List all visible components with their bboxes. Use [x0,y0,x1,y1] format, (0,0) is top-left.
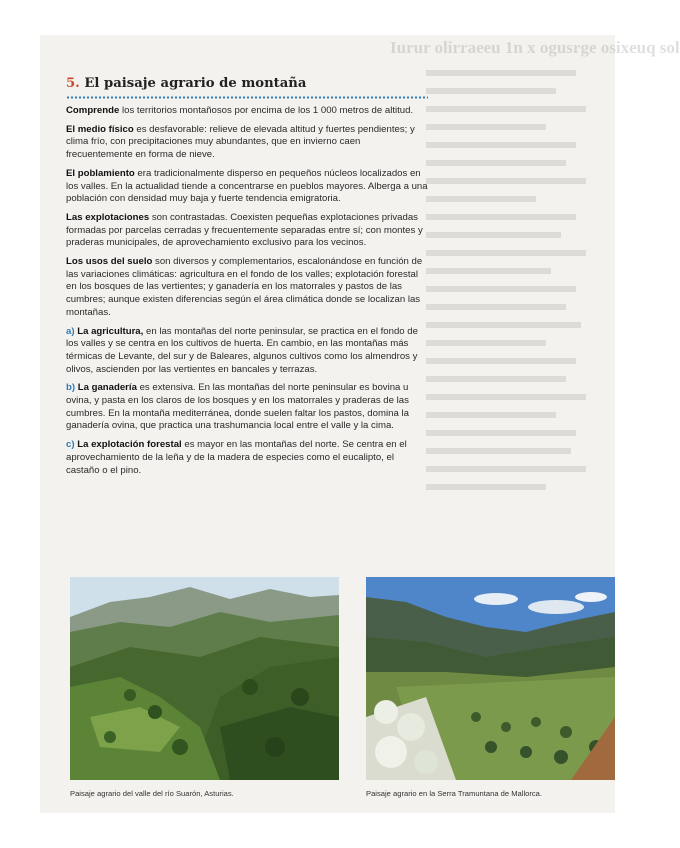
heading-dotted-rule [66,96,428,99]
paragraph-lead: Comprende [66,105,120,116]
paragraph-lead: Los usos del suelo [66,256,153,268]
paragraph-c [66,439,428,477]
item-label: b) [66,382,76,394]
paragraph-text: es extensiva. En las montañas del norte peninsular es bovina u ovina, y pasta en los claros de los bosques y en los matorrales y praderas de las cumbres. En la montaña mediterránea, donde suelen faltar los pastos, domina la ganadería ovina, que practica una trashumancia local entre el valle y la cima. [66,382,409,432]
paragraph-text: son contrastadas. Coexisten pequeñas explotaciones privadas formadas por parcelas cerradas y frecuentemente separadas entre sí; con montes y praderas municipales, de aprovechamiento exclusivo para los vecinos. [66,211,423,249]
item-label: c) [66,439,75,451]
paragraph-text: es desfavorable: relieve de elevada altitud y fuertes pendientes; y clima frío, con precipitaciones muy abundantes, que en invierno caen frecuentemente en forma de nieve. [66,123,415,161]
paragraph-lead: La explotación forestal [77,439,182,451]
paragraph [66,168,428,206]
paragraph-text: los territorios montañosos por encima de los 1 000 metros de altitud. [119,105,414,116]
bleed-through-text [390,38,680,558]
paragraph-text: en las montañas del norte peninsular, se practica en el fondo de los valles y se centra en los cultivos de huerta. En cambio, en las montañas más térmicas de Levante, del sur y de Baleares, algunos cultivos como los almendros y olivos, ascienden por las vertientes en bancales y terrazas. [66,325,418,375]
paragraph [66,212,428,250]
paragraph-text: es mayor en las montañas del norte. Se centra en el aprovechamiento de la leña y de la madera de especies como el eucalipto, el castaño o el pino. [66,439,407,476]
paragraph-lead: El poblamiento [66,167,135,179]
paragraph-a [66,326,428,377]
paragraph-lead: Las explotaciones [66,211,150,223]
photo-asturias-valley [70,577,339,780]
paragraph-text: era tradicionalmente disperso en pequeños núcleos localizados en los valles. En la actualidad tiende a concentrarse en pueblos mayores. Alberga a una población con densidad muy baja y fuerte tendencia emigratoria. [66,167,428,205]
item-label: a) [66,325,75,337]
section-heading [66,76,306,91]
paragraph [66,256,428,320]
paragraph-lead: El medio físico [66,123,134,135]
paragraph-lead: La ganadería [77,382,137,394]
paragraph-lead: La agricultura, [77,325,144,337]
paragraph-text: son diversos y complementarios, escalonándose en función de las variaciones climáticas: agricultura en el fondo de los valles; explotación forestal en los bosques de las vertientes; y ganadería en los matorrales y pastos de las cumbres; aunque existen diferencias según el área climática donde se localizan las montañas. [66,256,423,318]
section-title: El paisaje agrario de montaña [84,76,307,91]
photo-tramuntana [366,577,615,780]
photo-caption-left: Paisaje agrario del valle del río Suarón, Asturias. [70,789,234,798]
paragraph [66,124,428,162]
paragraph-b [66,382,428,433]
body-text [66,105,428,483]
photo-caption-right: Paisaje agrario en la Serra Tramuntana de Mallorca. [366,789,543,798]
ghost-title: Iurur olirraeeu 1n x ogusrge osixeuq sol [390,38,680,57]
section-number: 5. [66,76,80,91]
paragraph [66,105,428,118]
